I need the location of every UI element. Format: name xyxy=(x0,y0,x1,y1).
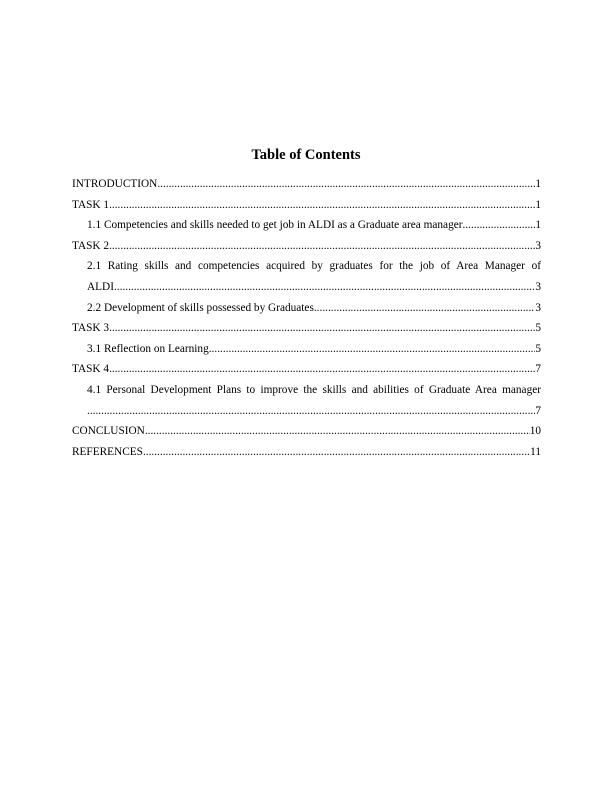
toc-entry-task-2[interactable] xyxy=(72,236,541,257)
toc-entry-page: 1 xyxy=(535,198,541,211)
toc-entry-task-3[interactable] xyxy=(72,318,541,339)
toc-entry-introduction[interactable] xyxy=(72,174,541,195)
toc-leader-dots xyxy=(463,215,536,236)
toc-entry-page: 11 xyxy=(530,445,541,458)
toc-entry-task-4[interactable] xyxy=(72,359,541,380)
toc-entry-label-line2: ALDI xyxy=(87,280,114,293)
toc-entry-page: 3 xyxy=(535,280,541,293)
toc-entry-continuation xyxy=(87,277,541,298)
toc-entry-page: 3 xyxy=(535,239,541,252)
toc-entry-label: REFERENCES xyxy=(72,445,143,458)
toc-entry-1-1[interactable] xyxy=(72,215,541,236)
toc-leader-dots xyxy=(157,174,535,195)
toc-entry-page: 1 xyxy=(535,178,541,190)
toc-leader-dots xyxy=(209,339,536,360)
toc-entry-label-line1: 4.1 Personal Development Plans to improve the skills and abilities of Graduate Area manager xyxy=(87,383,541,396)
toc-entry-page: 5 xyxy=(535,342,541,355)
toc-entry-page: 3 xyxy=(535,301,541,314)
toc-entry-page: 1 xyxy=(535,219,541,232)
toc-leader-dots xyxy=(109,195,535,216)
toc-entry-4-1[interactable] xyxy=(72,380,541,421)
toc-entry-label: TASK 1 xyxy=(72,198,110,211)
toc-title: Table of Contents xyxy=(251,147,361,163)
toc-entry-page: 10 xyxy=(529,425,541,438)
toc-entry-label: INTRODUCTION xyxy=(72,178,158,190)
toc-entry-2-2[interactable] xyxy=(72,298,541,319)
toc-leader-dots xyxy=(109,236,535,257)
toc-entry-label: 2.2 Development of skills possessed by Graduates xyxy=(87,301,314,314)
toc-leader-dots xyxy=(314,298,536,319)
toc-entry-label: TASK 2 xyxy=(72,239,110,252)
toc-entry-page: 7 xyxy=(535,363,541,376)
toc-entry-label: TASK 3 xyxy=(72,322,110,335)
toc-entry-3-1[interactable] xyxy=(72,339,541,360)
toc-leader-dots xyxy=(87,401,535,422)
toc-entry-continuation xyxy=(87,401,541,422)
toc-entry-page: 7 xyxy=(535,404,541,417)
toc-leader-dots xyxy=(114,277,535,298)
toc-leader-dots xyxy=(109,318,535,339)
toc-entry-page: 5 xyxy=(535,322,541,335)
toc-entry-label: 3.1 Reflection on Learning xyxy=(87,342,209,355)
toc-entry-references[interactable] xyxy=(72,442,541,463)
toc-leader-dots xyxy=(109,359,535,380)
toc-leader-dots xyxy=(145,421,530,442)
toc-entry-label: 1.1 Competencies and skills needed to get job in ALDI as a Graduate area manager xyxy=(87,219,463,232)
toc-entry-label-line1: 2.1 Rating skills and competencies acquired by graduates for the job of Area Manager of xyxy=(87,260,541,273)
toc-entry-task-1[interactable] xyxy=(72,195,541,216)
toc-entry-label: TASK 4 xyxy=(72,363,110,376)
toc-entry-2-1[interactable] xyxy=(72,256,541,297)
toc-entry-conclusion[interactable] xyxy=(72,421,541,442)
toc-leader-dots xyxy=(143,442,530,463)
toc-entry-label: CONCLUSION xyxy=(72,425,145,438)
table-of-contents xyxy=(72,174,541,462)
